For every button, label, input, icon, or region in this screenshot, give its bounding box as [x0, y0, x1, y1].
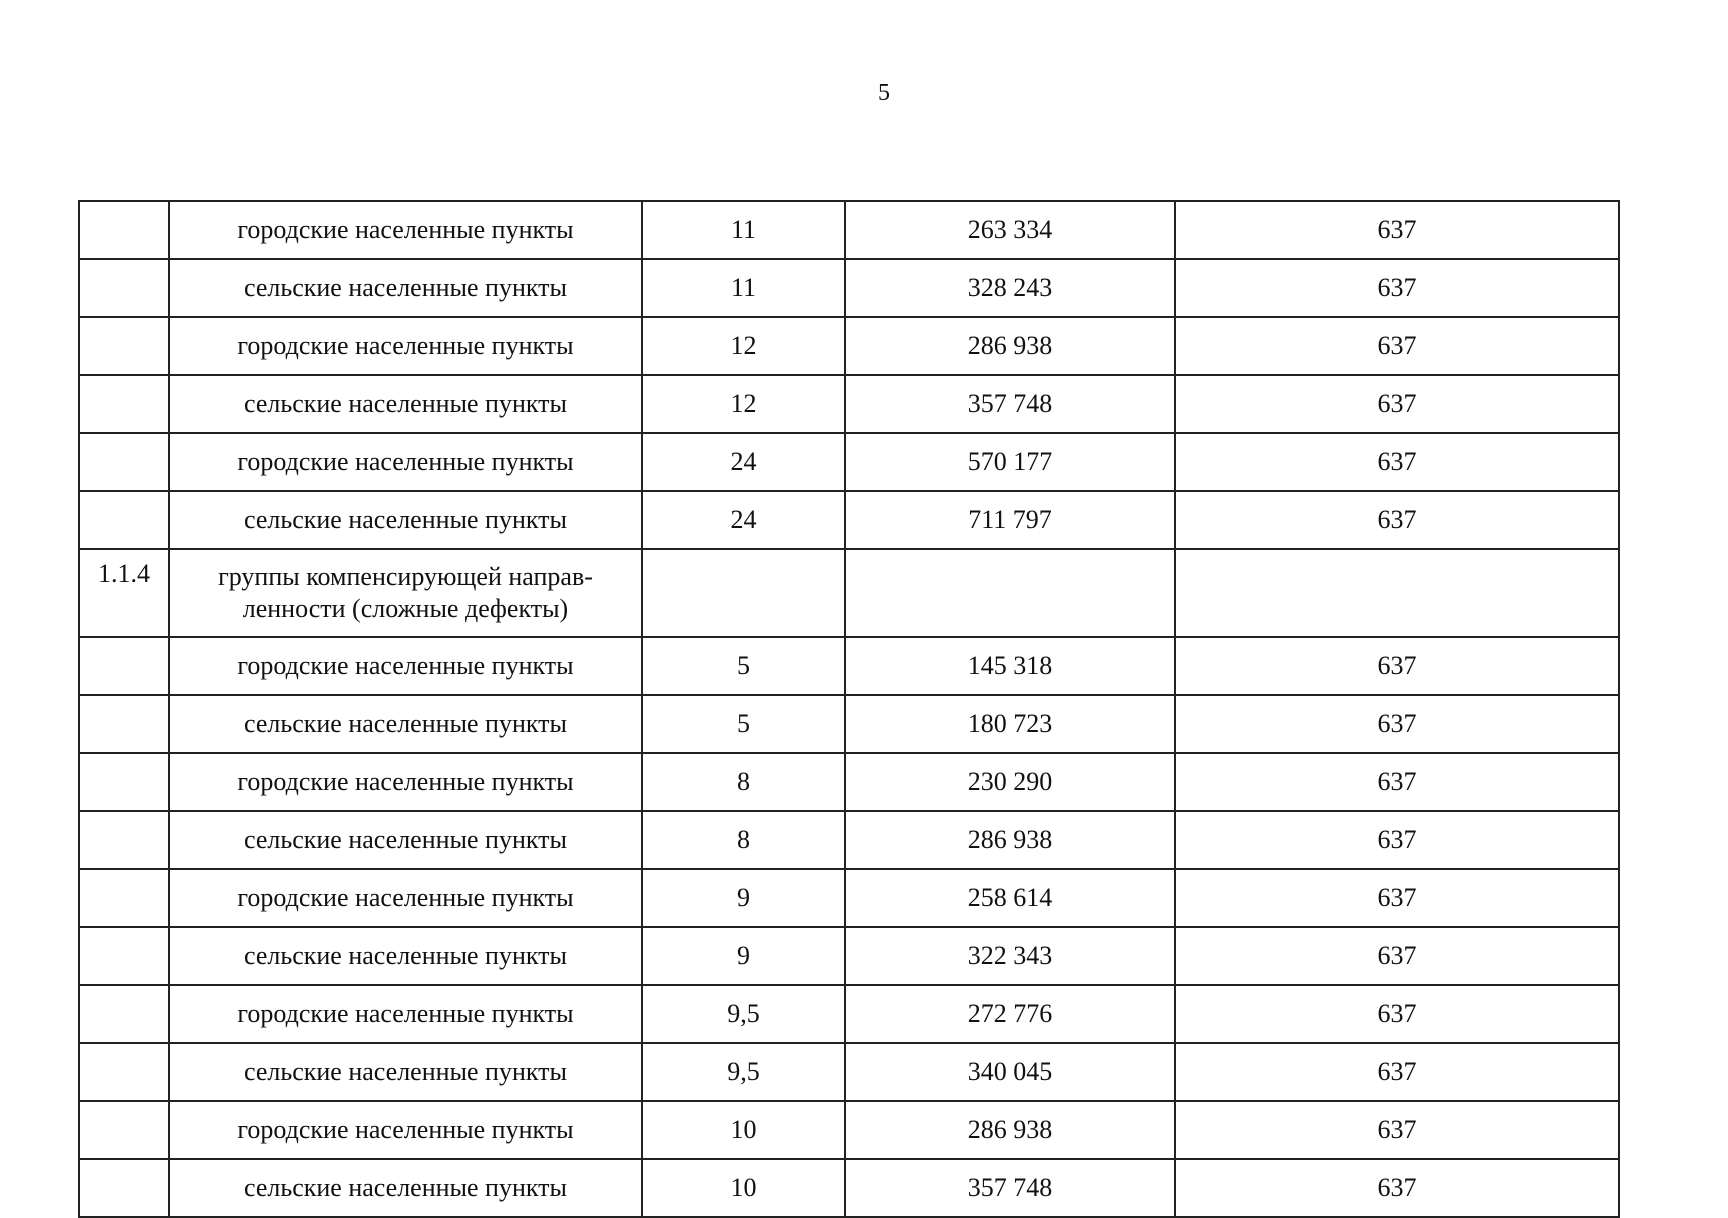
row-number-cell — [79, 753, 169, 811]
row-code-cell: 637 — [1175, 201, 1619, 259]
row-value-cell: 10 — [642, 1101, 845, 1159]
row-amount-cell: 322 343 — [845, 927, 1175, 985]
row-name-cell: сельские населенные пункты — [169, 811, 642, 869]
row-code-cell: 637 — [1175, 1159, 1619, 1217]
row-number-cell: 1.1.4 — [79, 549, 169, 637]
row-amount-cell: 286 938 — [845, 1101, 1175, 1159]
row-name-cell: сельские населенные пункты — [169, 927, 642, 985]
row-value-cell: 12 — [642, 317, 845, 375]
row-amount-cell: 286 938 — [845, 317, 1175, 375]
row-name-cell: городские населенные пункты — [169, 317, 642, 375]
row-amount-cell: 230 290 — [845, 753, 1175, 811]
row-code-cell: 637 — [1175, 753, 1619, 811]
row-value-cell: 10 — [642, 1159, 845, 1217]
row-number-cell — [79, 927, 169, 985]
row-value-cell: 24 — [642, 433, 845, 491]
row-value-cell: 8 — [642, 753, 845, 811]
row-number-cell — [79, 259, 169, 317]
row-name-cell: городские населенные пункты — [169, 753, 642, 811]
row-value-cell — [642, 549, 845, 637]
row-amount-cell: 570 177 — [845, 433, 1175, 491]
row-value-cell: 9 — [642, 927, 845, 985]
row-name-cell: городские населенные пункты — [169, 433, 642, 491]
row-value-cell: 8 — [642, 811, 845, 869]
row-number-cell — [79, 985, 169, 1043]
table-row — [79, 637, 1619, 695]
table-row — [79, 1101, 1619, 1159]
row-value-cell: 5 — [642, 637, 845, 695]
row-value-cell: 11 — [642, 259, 845, 317]
row-number-cell — [79, 695, 169, 753]
row-code-cell — [1175, 549, 1619, 637]
row-amount-cell: 340 045 — [845, 1043, 1175, 1101]
table-row — [79, 375, 1619, 433]
table-row — [79, 811, 1619, 869]
row-number-cell — [79, 869, 169, 927]
row-code-cell: 637 — [1175, 927, 1619, 985]
table-row — [79, 1043, 1619, 1101]
row-name-cell: сельские населенные пункты — [169, 491, 642, 549]
page-number: 5 — [878, 80, 890, 106]
row-amount-cell: 180 723 — [845, 695, 1175, 753]
row-name-cell: городские населенные пункты — [169, 869, 642, 927]
row-amount-cell: 328 243 — [845, 259, 1175, 317]
row-name-cell: городские населенные пункты — [169, 985, 642, 1043]
row-amount-cell: 357 748 — [845, 1159, 1175, 1217]
row-amount-cell: 272 776 — [845, 985, 1175, 1043]
section-row — [79, 549, 1619, 637]
row-code-cell: 637 — [1175, 1101, 1619, 1159]
row-name-cell: городские населенные пункты — [169, 637, 642, 695]
row-name-cell: городские населенные пункты — [169, 1101, 642, 1159]
row-code-cell: 637 — [1175, 375, 1619, 433]
row-code-cell: 637 — [1175, 869, 1619, 927]
row-code-cell: 637 — [1175, 317, 1619, 375]
row-number-cell — [79, 201, 169, 259]
row-name-cell: городские населенные пункты — [169, 201, 642, 259]
table-row — [79, 927, 1619, 985]
row-number-cell — [79, 1043, 169, 1101]
table-row — [79, 201, 1619, 259]
row-code-cell: 637 — [1175, 695, 1619, 753]
table-body — [79, 201, 1619, 1217]
table-row — [79, 1159, 1619, 1217]
row-name-cell: сельские населенные пункты — [169, 259, 642, 317]
row-amount-cell: 258 614 — [845, 869, 1175, 927]
row-value-cell: 9 — [642, 869, 845, 927]
tariff-table — [78, 200, 1620, 1218]
row-code-cell: 637 — [1175, 811, 1619, 869]
table-row — [79, 317, 1619, 375]
row-number-cell — [79, 433, 169, 491]
table-row — [79, 985, 1619, 1043]
row-code-cell: 637 — [1175, 259, 1619, 317]
row-name-cell: группы компенсирующей направ-ленности (сложные дефекты) — [169, 549, 642, 637]
row-name-cell: сельские населенные пункты — [169, 1043, 642, 1101]
row-value-cell: 9,5 — [642, 1043, 845, 1101]
row-number-cell — [79, 317, 169, 375]
table-row — [79, 695, 1619, 753]
row-value-cell: 12 — [642, 375, 845, 433]
row-amount-cell — [845, 549, 1175, 637]
row-code-cell: 637 — [1175, 491, 1619, 549]
row-number-cell — [79, 1101, 169, 1159]
row-amount-cell: 286 938 — [845, 811, 1175, 869]
row-value-cell: 9,5 — [642, 985, 845, 1043]
row-amount-cell: 711 797 — [845, 491, 1175, 549]
table-row — [79, 491, 1619, 549]
row-value-cell: 24 — [642, 491, 845, 549]
table-row — [79, 753, 1619, 811]
table-row — [79, 869, 1619, 927]
row-number-cell — [79, 375, 169, 433]
row-name-cell: сельские населенные пункты — [169, 375, 642, 433]
row-amount-cell: 263 334 — [845, 201, 1175, 259]
row-code-cell: 637 — [1175, 985, 1619, 1043]
row-name-cell: сельские населенные пункты — [169, 1159, 642, 1217]
row-code-cell: 637 — [1175, 1043, 1619, 1101]
row-number-cell — [79, 811, 169, 869]
row-name-cell: сельские населенные пункты — [169, 695, 642, 753]
table-row — [79, 433, 1619, 491]
row-value-cell: 11 — [642, 201, 845, 259]
table-row — [79, 259, 1619, 317]
row-number-cell — [79, 637, 169, 695]
row-code-cell: 637 — [1175, 637, 1619, 695]
row-code-cell: 637 — [1175, 433, 1619, 491]
row-value-cell: 5 — [642, 695, 845, 753]
row-amount-cell: 145 318 — [845, 637, 1175, 695]
row-number-cell — [79, 491, 169, 549]
row-amount-cell: 357 748 — [845, 375, 1175, 433]
row-number-cell — [79, 1159, 169, 1217]
